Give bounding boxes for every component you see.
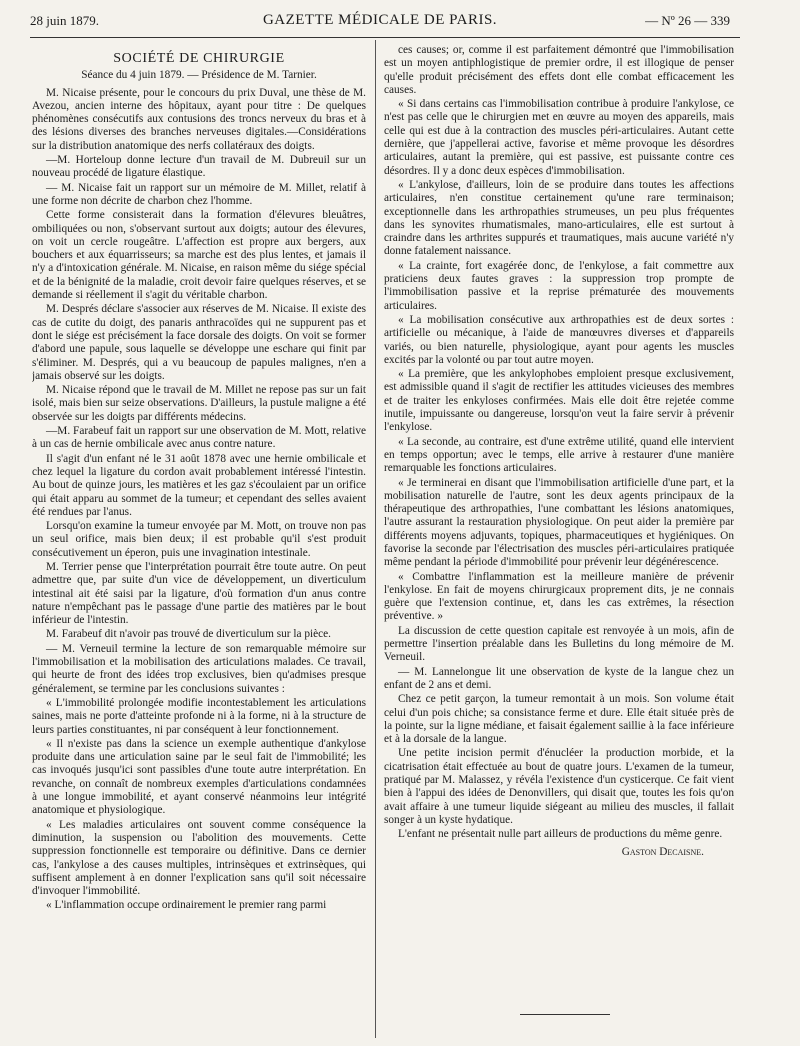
- paragraph: « La crainte, fort exagérée donc, de l'enkylose, a fait commettre aux praticiens deux fautes graves : la suppression trop prompte de l'immobilisation passive et la reprise prématurée des mouvements articulaires.: [384, 259, 734, 312]
- paragraph: M. Terrier pense que l'interprétation pourrait être toute autre. On peut admettre que, par suite d'un vice de développement, un diverticulum intestinal ait été saisi par la ligature, d'où formation d'un anus contre nature n'empêchant pas le passage d'une partie des matières par le bout inférieur de l'intestin.: [32, 560, 366, 627]
- paragraph: « La première, que les ankylophobes emploient presque exclusivement, est admissible quand il s'agit de rectifier les attitudes vicieuses des membres et de traiter les enkyloses confirmées. Mais elle doit être rejetée comme inutile, impuissante ou dangereuse, lorsqu'on veut la faire servir à prévenir l'enkylose.: [384, 368, 734, 434]
- paragraph: « L'inflammation occupe ordinairement le premier rang parmi: [46, 899, 327, 912]
- issue-page-number: — Nº 26 — 339: [645, 13, 730, 28]
- paragraph: « Si dans certains cas l'immobilisation contribue à produire l'ankylose, ce n'est pas celle que le chirurgien met en œuvre au moyen des appareils, mais celle qui est due à la contraction des muscles péri-articulaires. Autant cette dernière, que j'appellerai active, favorise et même provoque les désordres articulaires, autant la première, qui est passive, est puissante contre ces désordres. Il y a donc deux espèces d'immobilisation.: [384, 98, 734, 177]
- paragraph: Il s'agit d'un enfant né le 31 août 1878 avec une hernie ombilicale et chez lequel la ligature du cordon avait probablement intéressé l'intestin. Au bout de quinze jours, les matières et les gaz s'écoulaient par un orifice qui était apparu au sommet de la tumeur; et cependant des selles avaient été rendues par l'anus.: [32, 452, 366, 518]
- paragraph: Une petite incision permit d'énucléer la production morbide, et la cicatrisation était effectuée au bout de quatre jours. L'examen de la tumeur, pratiqué par M. Malassez, y révéla l'existence d'un cysticerque. Ce fait vient bien à l'appui des idées de Denonvillers, qui disait que, toutes les fois qu'on avait affaire à une tumeur liquide siégeant au milieu des muscles, il fallait songer à un kyste hydatique.: [384, 747, 734, 826]
- left-column: [32, 44, 366, 1038]
- paragraph: L'enfant ne présentait nulle part ailleurs de productions du même genre.: [398, 828, 723, 841]
- right-column: [384, 44, 734, 1038]
- paragraph: —M. Horteloup donne lecture d'un travail de M. Dubreuil sur un nouveau procédé de ligature élastique.: [32, 154, 366, 180]
- paragraph: — M. Verneuil termine la lecture de son remarquable mémoire sur l'immobilisation et la mobilisation des articulations malades. Ce travail, qui heurte de front des idées trop exclusives, bien qu'admises presque généralement, se termine par les conclusions suivantes :: [32, 642, 366, 695]
- paragraph: « La mobilisation consécutive aux arthropathies est de deux sortes : artificielle ou mécanique, à l'aide de manœuvres diverses et d'appareils variés, ou bien naturelle, physiologique, ayant pour agents les muscles excités par la volonté ou par tout autre moyen.: [384, 313, 734, 366]
- column-divider: [375, 40, 376, 1038]
- paragraph: Lorsqu'on examine la tumeur envoyée par M. Mott, on trouve non pas un seul orifice, mais bien deux; il est probable qu'il s'est produit consécutivement un éperon, puis une invagination intestinale.: [32, 520, 366, 559]
- paragraph: M. Nicaise répond que le travail de M. Millet ne repose pas sur un fait isolé, mais bien sur seize observations. D'ailleurs, la pustule maligne a été observée sur les doigts par différents médecins.: [32, 384, 366, 423]
- paragraph: M. Nicaise présente, pour le concours du prix Duval, une thèse de M. Avezou, ancien interne des hôpitaux, ayant pour titre : De quelques phénomènes consécutifs aux contusions des troncs nerveux du bras et à des lésions diverses des branches nerveuses digitales.—Considérations sur la distribution anatomique des nerfs collatéraux des doigts.: [32, 86, 366, 152]
- paragraph: Chez ce petit garçon, la tumeur remontait à un mois. Son volume était celui d'un pois chiche; sa consistance ferme et dure. Elle était située près de la pointe, sur la ligne médiane, et faisait également saillie à la face inférieure et à la dorsale de la langue.: [384, 693, 734, 746]
- paragraph: « Les maladies articulaires ont souvent comme conséquence la diminution, la suspension ou l'abolition des mouvements. Cette suppression fonctionnelle est temporaire ou définitive. Dans ce dernier cas, l'ankylose a des causes multiples, intrinsèques et extrinsèques, qui suffisent amplement à en donner l'explication sans qu'il soit nécessaire d'invoquer l'immobilité.: [32, 818, 366, 898]
- paragraph: « Je terminerai en disant que l'immobilisation artificielle d'une part, et la mobilisation naturelle de l'autre, sont les deux agents principaux de la thérapeutique des arthropathies, l'une combattant les lésions anatomiques, l'autre assurant la restauration physiologique. On peut aider la première par différents moyens adjuvants, topiques, pharmaceutiques et hygiéniques. On favorise la seconde par l'électrisation des muscles péri-articulaires pratiquée même pendant la période d'immobilité pour prévenir leur dégénérescence.: [384, 476, 734, 569]
- header-rule: [30, 37, 740, 38]
- paragraph: « L'ankylose, d'ailleurs, loin de se produire dans toutes les affections articulaires, n'en constitue certainement qu'une rare terminaison; exceptionnelle dans les arthropathies strumeuses, un peu plus fréquentes dans les synovites rhumatismales, mano-articulaires, elle est surtout à craindre dans les arthrites suppurés et traumatiques, mais aucune variété n'y donne fatalement naissance.: [384, 178, 734, 258]
- paragraph: M. Farabeuf dit n'avoir pas trouvé de diverticulum sur la pièce.: [46, 628, 331, 641]
- paragraph: ces causes; or, comme il est parfaitement démontré que l'immobilisation est un moyen antiphlogistique de premier ordre, il est illogique de penser qu'elle produit précisément des effets dont elle combat efficacement les causes.: [384, 44, 734, 96]
- paragraph: « La seconde, au contraire, est d'une extrême utilité, quand elle intervient en temps opportun; avec le temps, elle arrive à restaurer d'une manière remarquable les fonctions articulaires.: [384, 435, 734, 475]
- paragraph: — M. Nicaise fait un rapport sur un mémoire de M. Millet, relatif à une forme non décrite de charbon chez l'homme.: [32, 181, 366, 207]
- right-paragraphs: [384, 44, 734, 842]
- paragraph: « Il n'existe pas dans la science un exemple authentique d'ankylose produite dans une articulation saine par le seul fait de l'immobilité; les cas invoqués jusqu'ici sont passibles d'une toute autre interprétation. En revanche, on connaît de nombreux exemples d'articulations condamnées à une longue immobilité, et ayant conservé néanmoins leur intégrité anatomique et physiologique.: [32, 737, 366, 817]
- paragraph: M. Després déclare s'associer aux réserves de M. Nicaise. Il existe des cas de cutite du doigt, des panaris anthracoïdes qui ne suppurent pas et dont le siége est précisément la face dorsale des doigts. On voit se former d'abord une papule, sous laquelle se développe une eschare qui finit par s'éliminer. M. Després, qui a vu beaucoup de papules malignes, n'en a jamais observé sur les doigts.: [32, 303, 366, 382]
- page-header: [30, 10, 730, 32]
- header-date: 28 juin 1879.: [30, 13, 99, 28]
- paragraph: Cette forme consisterait dans la formation d'élevures bleuâtres, ombiliquées ou non, s'observant surtout aux doigts; autour des élevures, on voit un cercle rougeâtre. L'affection est propre aux bergers, aux bouchers et aux équarrisseurs; sa marche est des plus lentes, et jamais il n'y a d'intoxication générale. M. Nicaise, en raison même du siége spécial et de la bénignité de la maladie, croit devoir faire quelques réserves, et se demande si réellement il s'agit du véritable charbon.: [32, 209, 366, 302]
- paragraph: « Combattre l'inflammation est la meilleure manière de prévenir l'enkylose. En fait de moyens chirurgicaux proprement dits, je ne connais guère que l'extension continue, et, dans les cas extrêmes, la résection préventive. »: [384, 570, 734, 623]
- paragraph: « L'immobilité prolongée modifie incontestablement les articulations saines, mais ne porte d'atteinte profonde ni à la forme, ni à la structure de leurs parties constituantes, ni par conséquent à leur fonctionnement.: [32, 696, 366, 736]
- paragraph: La discussion de cette question capitale est renvoyée à un mois, afin de permettre l'insertion préalable dans les Bulletins du long mémoire de M. Verneuil.: [384, 624, 734, 664]
- end-rule: [520, 1014, 610, 1015]
- paragraph: — M. Lannelongue lit une observation de kyste de la langue chez un enfant de 2 ans et demi.: [384, 665, 734, 691]
- paragraph: —M. Farabeuf fait un rapport sur une observation de M. Mott, relative à un cas de hernie ombilicale avec anus contre nature.: [32, 425, 366, 451]
- author-signature: Gaston Decaisne.: [621, 845, 704, 858]
- section-title: SOCIÉTÉ DE CHIRURGIE: [113, 51, 285, 66]
- seance-line: Séance du 4 juin 1879. — Présidence de M. Tarnier.: [81, 69, 317, 82]
- left-paragraphs: [32, 87, 366, 913]
- journal-title: GAZETTE MÉDICALE DE PARIS.: [262, 12, 498, 28]
